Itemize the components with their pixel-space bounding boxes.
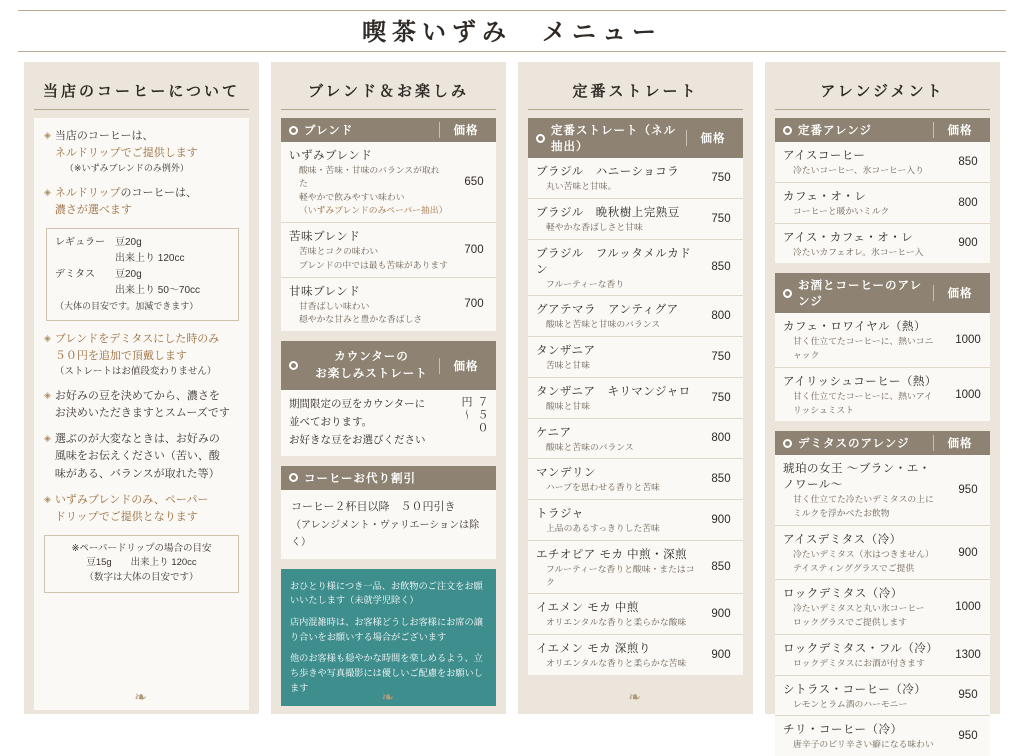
header-rule-bottom — [18, 51, 1006, 52]
arrange-liquor-rows — [775, 313, 990, 421]
item-name: トラジャ — [536, 508, 584, 520]
menu-row — [528, 459, 743, 500]
about-bullet-4-l2: ドリップでご提供となります — [54, 510, 198, 523]
column-about — [24, 62, 259, 714]
item-desc: レモンとラム酒のハーモニー — [793, 698, 908, 709]
item-price: 750 — [711, 391, 731, 404]
refill-l2: （アレンジメント・ヴァリエーションは除く） — [291, 519, 480, 548]
notice-box — [281, 569, 496, 706]
arrange-standard-label: 定番アレンジ — [798, 125, 872, 137]
arrange-demitasse-rows — [775, 455, 990, 756]
bullet-dot-icon — [289, 126, 298, 135]
spec-footnote: （大体の目安です。加減できます） — [55, 301, 199, 312]
item-desc: コーヒーと暖かいミルク — [793, 205, 890, 216]
item-desc: 苦味とコクの味わい — [299, 246, 379, 256]
counter-price: ７５０円〜 — [460, 396, 488, 436]
price-column-header: 価格 — [933, 435, 982, 451]
item-desc: テイスティンググラスでご提供 — [793, 562, 915, 573]
arrange-demitasse-bar — [775, 431, 990, 455]
diamond-icon: ◈ — [44, 433, 51, 444]
menu-row — [775, 142, 990, 183]
item-desc: 冷たいカフェオレ。氷コーヒー入 — [793, 246, 924, 257]
counter-section — [281, 341, 496, 456]
item-desc: 甘く仕立てた冷たいデミタスの上に — [793, 494, 934, 505]
paper-note-l2: 豆15g 出来上り 120cc — [86, 557, 197, 569]
menu-row — [775, 455, 990, 526]
menu-row — [775, 183, 990, 224]
item-desc: 軽やかで飲みやすい味わい — [299, 191, 405, 202]
refill-section-label: コーヒーお代り割引 — [304, 472, 417, 485]
item-desc: ミルクを浮かべたお飲物 — [793, 508, 890, 518]
bullet-dot-icon — [783, 439, 792, 448]
about-spec-box — [46, 228, 239, 320]
counter-text-l3: お好きな豆をお選びください — [289, 434, 426, 447]
menu-row — [775, 676, 990, 717]
item-name: アイス・カフェ・オ・レ — [783, 231, 914, 244]
refill-discount-section — [281, 466, 496, 559]
item-name: いずみブレンド — [289, 150, 373, 162]
item-name: ロックデミタス・フル（冷） — [783, 642, 939, 655]
item-price: 1300 — [955, 648, 981, 661]
menu-row — [528, 296, 743, 337]
item-desc: ハーブを思わせる香りと苦味 — [546, 482, 660, 493]
refill-body — [281, 490, 496, 559]
menu-row — [281, 278, 496, 332]
price-column-header: 価格 — [439, 122, 488, 138]
item-note: （いずみブレンドのみペーパー抽出） — [299, 205, 448, 216]
menu-row — [528, 240, 743, 297]
item-name: マンデリン — [536, 467, 596, 480]
arrange-liquor-label: お酒とコーヒーのアレンジ — [798, 280, 923, 309]
column-straight-title: 定番ストレート — [528, 72, 743, 110]
about-bullet-3 — [44, 431, 239, 482]
item-price: 900 — [958, 546, 978, 559]
item-price: 700 — [464, 298, 484, 311]
item-name: 苦味ブレンド — [289, 231, 361, 243]
counter-section-bar — [281, 341, 496, 390]
price-column-header: 価格 — [933, 285, 982, 301]
counter-section-label — [304, 349, 439, 382]
item-price: 900 — [711, 648, 731, 661]
item-desc: 酸味と苦味のバランス — [546, 441, 634, 452]
diamond-icon: ◈ — [44, 332, 51, 343]
item-price: 750 — [711, 350, 731, 363]
arrange-liquor-bar — [775, 273, 990, 313]
item-desc: 唐辛子のピリ辛さい癖になる味わい — [793, 739, 934, 750]
menu-row — [775, 526, 990, 581]
item-price: 750 — [711, 212, 731, 225]
item-price: 650 — [464, 176, 484, 188]
menu-row — [775, 716, 990, 756]
refill-l1: コーヒー２杯目以降 ５０円引き — [291, 500, 456, 513]
item-desc: 丸い苦味と甘味。 — [546, 181, 617, 191]
spec-row — [55, 267, 230, 283]
item-name: カフェ・オ・レ — [783, 190, 867, 203]
item-desc: 冷たいデミタス（氷はつきません） — [793, 548, 934, 559]
menu-row — [528, 594, 743, 635]
item-desc: 上品のあるすっきりした苦味 — [546, 523, 660, 533]
item-name: 甘味ブレンド — [289, 285, 361, 298]
about-bullet-1-sub: （ストレートはお値段変わりません） — [54, 365, 217, 377]
arrange-standard-bar — [775, 118, 990, 142]
item-name: 琥珀の女王 〜ブラン・エ・ノワール〜 — [783, 463, 931, 492]
item-desc: オリエンタルな香りと柔らかな酸味 — [546, 617, 687, 628]
item-price: 850 — [711, 473, 731, 486]
item-desc: 冷たいデミタスと丸い氷コーヒー — [793, 603, 925, 614]
item-desc: フルーティーな香りと酸味・またはコク — [546, 563, 695, 587]
item-name: タンザニア キリマンジャロ — [536, 385, 691, 398]
counter-text-l1: 期間限定の豆をカウンターに — [289, 398, 426, 411]
column-arrange-title: アレンジメント — [775, 72, 990, 110]
menu-row — [528, 541, 743, 595]
spec-key: レギュラー — [55, 237, 105, 249]
column-blend — [271, 62, 506, 714]
item-price: 850 — [711, 261, 731, 274]
item-price: 900 — [958, 237, 978, 250]
item-name: イエメン モカ 深煎り — [536, 643, 651, 655]
item-price: 950 — [958, 689, 978, 702]
item-name: アイスデミタス（冷） — [783, 533, 902, 546]
item-price: 1000 — [955, 388, 981, 401]
about-bullet-3-l1: 選ぶのが大変なときは、お好みの — [54, 433, 220, 446]
about-item-2 — [44, 185, 239, 219]
blend-section — [281, 118, 496, 331]
about-bullet-1 — [44, 331, 239, 380]
column-straight — [518, 62, 753, 714]
price-column-header: 価格 — [439, 358, 488, 374]
item-price: 750 — [711, 171, 731, 184]
item-name: アイリッシュコーヒー（熱） — [783, 375, 937, 388]
straight-section-label: 定番ストレート（ネル抽出） — [551, 125, 676, 153]
item-desc: リッシュミスト — [793, 404, 855, 415]
about-bullet-3-l3: 味がある、バランスが取れた等） — [54, 467, 220, 480]
about-bullet-2-l1: お好みの豆を決めてから、濃さを — [54, 390, 220, 403]
notice-line-2: 店内混雑時は、お客様どうしお客様にお席の譲り合いをお願いする場合がございます — [290, 617, 483, 642]
item-price: 800 — [711, 432, 731, 445]
header-rule-top — [18, 10, 1006, 11]
spec-row — [55, 251, 230, 267]
about-item-1 — [44, 128, 239, 176]
about-item-1-note: （※いずみブレンドのみ例外） — [64, 163, 189, 174]
flourish-ornament: ❧ — [134, 689, 149, 706]
item-price: 950 — [958, 730, 978, 743]
item-name: シトラス・コーヒー（冷） — [783, 683, 927, 696]
item-price: 1000 — [955, 601, 981, 613]
diamond-icon: ◈ — [44, 187, 51, 198]
item-desc: 冷たいコーヒー、氷コーヒー入り — [793, 165, 924, 175]
item-desc: ロックデミタスにお酒が付きます — [793, 657, 925, 668]
item-desc: 穏やかな甘みと豊かな香ばしさ — [299, 314, 423, 325]
price-column-header: 価格 — [686, 130, 735, 146]
item-desc: 酸味と苦味と甘味のバランス — [546, 319, 661, 330]
about-bullet-3-l2: 風味をお伝えください（苦い、酸 — [54, 450, 220, 463]
spec-key — [55, 283, 115, 299]
notice-line-3: 他のお客様も穏やかな時間を楽しめるよう、立ち歩きや写真撮影には優しいご配慮をお願いします — [290, 653, 483, 693]
item-desc: 酸味・苦味・甘味のバランスが取れた — [299, 165, 440, 188]
page-header — [0, 0, 1024, 58]
item-name: ブラジル 晩秋樹上完熟豆 — [536, 206, 680, 219]
spec-value: 豆20g — [115, 237, 142, 249]
menu-row — [528, 158, 743, 199]
item-price: 700 — [464, 243, 484, 256]
item-desc: ロックグラスでご提供します — [793, 617, 907, 627]
about-panel — [34, 118, 249, 710]
column-arrange — [765, 62, 1000, 750]
notice-line-1: おひとり様につき一品、お飲物のご注文をお願いいたします（未就学児除く） — [290, 580, 483, 606]
bullet-dot-icon — [783, 126, 792, 135]
blend-rows — [281, 142, 496, 331]
item-price: 850 — [711, 561, 731, 573]
diamond-icon: ◈ — [44, 493, 51, 504]
item-desc: 酸味と甘味 — [546, 400, 590, 411]
item-desc: 甘く仕立てたコーヒーに、熱いコニ — [793, 336, 934, 347]
spec-value: 出来上り 120cc — [115, 253, 185, 265]
item-desc: オリエンタルな香りと柔らかな苦味 — [546, 658, 687, 668]
item-name: チリ・コーヒー（冷） — [783, 724, 903, 737]
menu-row — [775, 368, 990, 422]
bullet-dot-icon — [783, 289, 792, 298]
bullet-dot-icon — [289, 473, 298, 482]
menu-row — [775, 313, 990, 368]
menu-row — [528, 378, 743, 419]
straight-rows — [528, 158, 743, 675]
item-name: カフェ・ロワイヤル（熱） — [783, 321, 926, 334]
diamond-icon: ◈ — [44, 130, 51, 140]
menu-columns — [0, 58, 1024, 750]
item-desc: 苦味と甘味 — [546, 360, 590, 370]
item-name: グアテマラ アンティグア — [536, 304, 679, 317]
counter-label-l1: カウンターの — [334, 351, 409, 363]
arrange-demitasse-section — [775, 431, 990, 756]
spec-value: 出来上り 50〜70cc — [115, 285, 201, 297]
item-price: 800 — [711, 310, 731, 323]
column-about-title: 当店のコーヒーについて — [34, 72, 249, 110]
about-bullet-2-l2: お決めいただきますとスムーズです — [54, 407, 230, 420]
arrange-demitasse-label: デミタスのアレンジ — [798, 438, 910, 451]
spec-key — [55, 251, 115, 267]
item-price: 850 — [958, 155, 978, 168]
menu-row — [528, 419, 743, 460]
item-desc: ャック — [793, 350, 820, 360]
menu-row — [528, 337, 743, 378]
arrange-standard-section — [775, 118, 990, 263]
item-desc: 軽やかな香ばしさと甘味 — [546, 221, 643, 232]
menu-row — [528, 500, 743, 541]
counter-text-l2: 並べております。 — [289, 416, 373, 429]
menu-row — [775, 224, 990, 264]
about-item-1-accent: ネルドリップでご提供します — [54, 147, 198, 160]
bullet-dot-icon — [536, 134, 545, 143]
column-blend-title: ブレンド＆お楽しみ — [281, 72, 496, 110]
spec-value: 豆20g — [115, 269, 142, 281]
item-name: ロックデミタス（冷） — [783, 588, 903, 601]
about-bullet-1-l1: ブレンドをデミタスにした時のみ — [54, 332, 220, 345]
item-name: ケニア — [536, 426, 572, 439]
item-name: ブラジル フルッタメルカドン — [536, 247, 692, 276]
menu-row — [528, 199, 743, 240]
counter-label-l2: お楽しみストレート — [315, 367, 428, 380]
about-bullet-1-l2: ５０円を追加で頂戴します — [54, 349, 187, 362]
paper-note-l3: （数字は大体の目安です） — [84, 572, 199, 584]
refill-section-bar — [281, 466, 496, 490]
bullet-dot-icon — [289, 361, 298, 370]
about-bullet-4 — [44, 492, 239, 526]
blend-section-bar — [281, 118, 496, 142]
about-paper-note — [44, 535, 239, 593]
spec-row — [55, 283, 230, 299]
about-item-2-lead: ネルドリップのコーヒーは、 — [54, 187, 198, 200]
about-bullet-4-l1: いずみブレンドのみ、ペーパー — [54, 493, 209, 506]
price-column-header: 価格 — [933, 122, 982, 138]
page-title: 喫茶いずみ メニュー — [362, 19, 662, 46]
item-desc: 甘く仕立てたコーヒーに、熱いアイ — [793, 390, 933, 401]
straight-section-bar — [528, 118, 743, 158]
blend-section-label: ブレンド — [304, 125, 354, 137]
menu-row — [528, 635, 743, 675]
item-name: イエメン モカ 中煎 — [536, 602, 639, 615]
about-item-2-accent: 濃さが選べます — [54, 204, 132, 217]
flourish-ornament: ❧ — [628, 689, 643, 706]
item-price: 900 — [711, 608, 731, 621]
diamond-icon: ◈ — [44, 390, 51, 401]
about-bullet-2 — [44, 388, 239, 422]
item-price: 1000 — [955, 334, 981, 346]
spec-key: デミタス — [55, 269, 95, 281]
item-name: ブラジル ハニーショコラ — [536, 166, 680, 178]
paper-note-l1: ※ペーパードリップの場合の目安 — [71, 542, 212, 554]
item-desc: 甘香ばしい味わい — [299, 300, 370, 311]
menu-row — [281, 142, 496, 223]
item-name: タンザニア — [536, 345, 596, 357]
menu-row — [775, 635, 990, 676]
menu-row — [775, 580, 990, 635]
item-desc: ブレンドの中では最も苦味があります — [299, 259, 448, 270]
menu-row — [281, 223, 496, 278]
item-name: アイスコーヒー — [783, 150, 866, 162]
item-desc: フルーティーな香り — [546, 278, 625, 289]
arrange-liquor-section — [775, 273, 990, 421]
item-name: エチオピア モカ 中煎・深煎 — [536, 548, 688, 561]
item-price: 800 — [958, 196, 978, 209]
spec-row — [55, 235, 230, 251]
flourish-ornament: ❧ — [381, 689, 396, 706]
counter-body — [281, 390, 496, 456]
item-price: 950 — [958, 484, 978, 496]
arrange-standard-rows — [775, 142, 990, 263]
item-price: 900 — [711, 513, 731, 526]
about-item-1-lead: 当店のコーヒーは、 — [54, 130, 154, 142]
